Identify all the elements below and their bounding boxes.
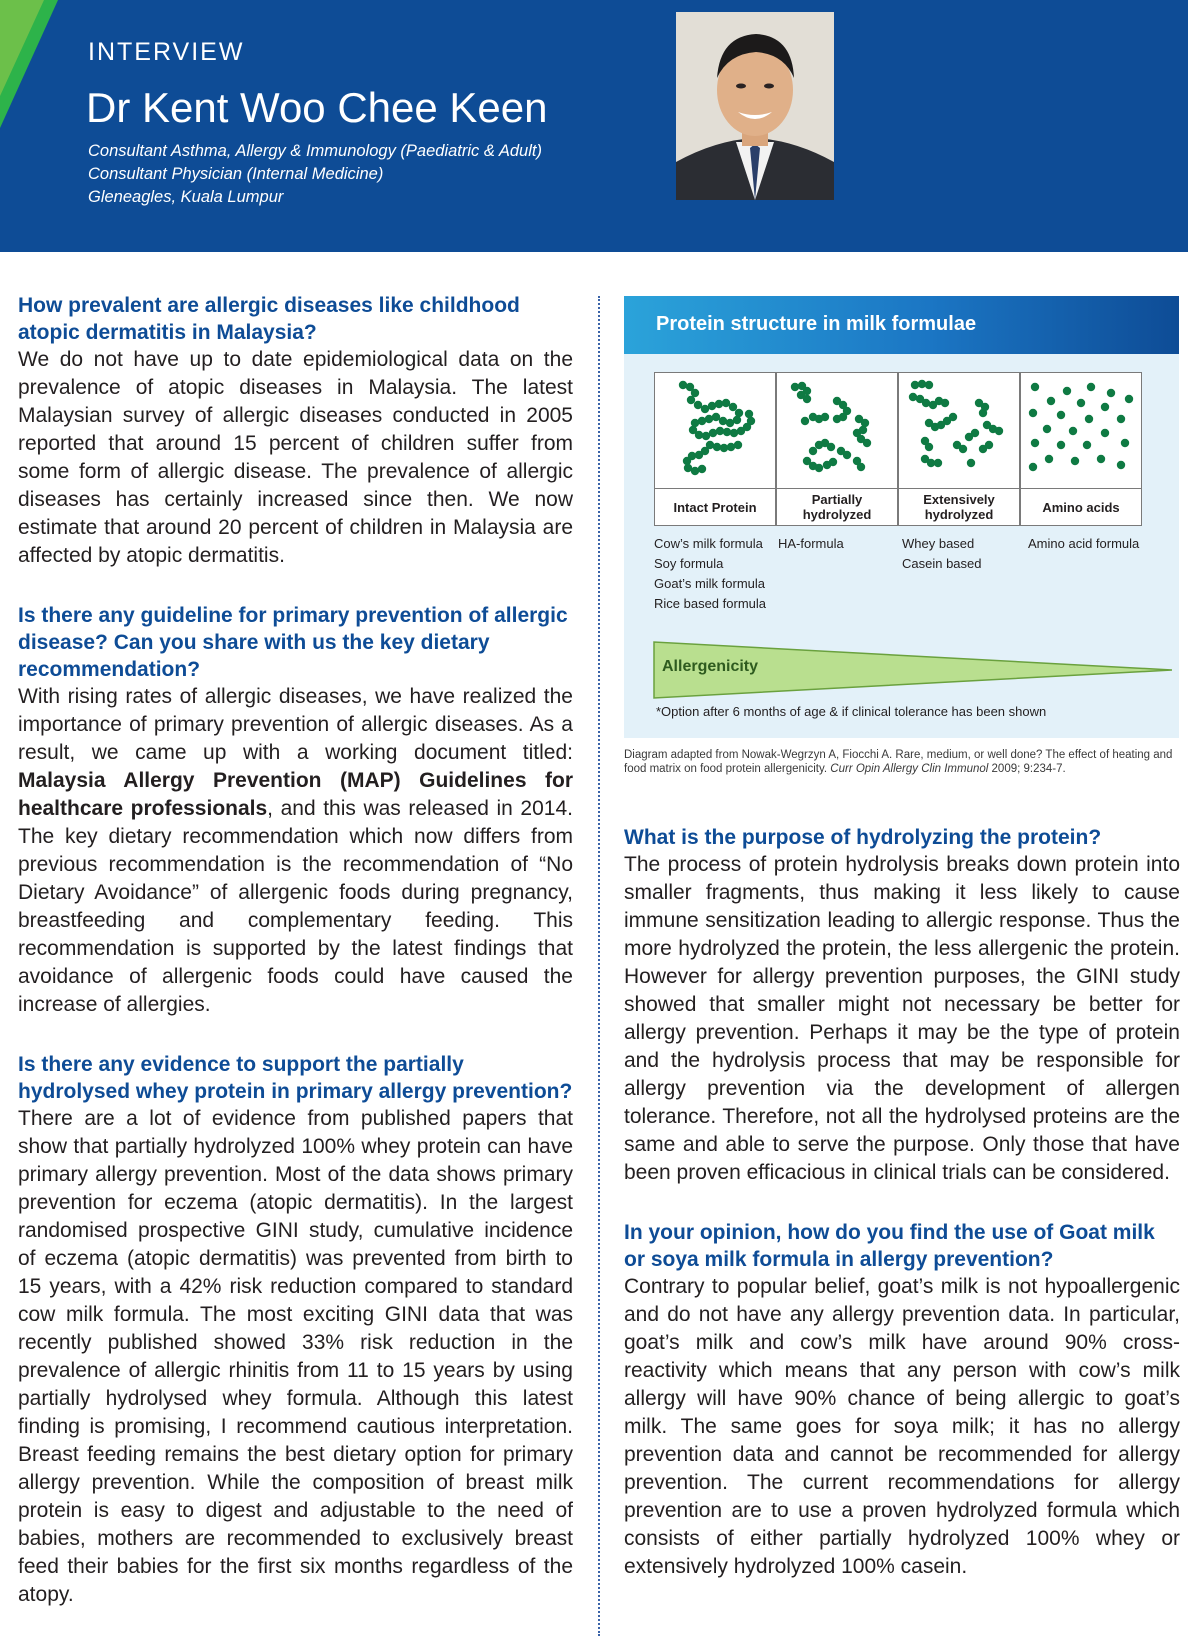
example-item: Goat’s milk formula xyxy=(654,576,766,591)
panel-partially-hydrolyzed xyxy=(776,372,898,526)
question-heading: In your opinion, how do you find the use of Goat milk or soya milk formula in allergy prevention? xyxy=(624,1221,1155,1271)
credential-line: Consultant Asthma, Allergy & Immunology (Paediatric & Adult) xyxy=(88,142,542,160)
green-stripe-decoration xyxy=(0,0,60,130)
left-column xyxy=(18,292,573,1609)
amino-acids-illustration xyxy=(1021,373,1141,487)
panel-label: Partially hydrolyzed xyxy=(777,488,897,525)
section-kicker: INTERVIEW xyxy=(88,38,245,66)
answer-text: , and this was released in 2014. The key dietary recommendation which now differs from previous recommendation is the recommendation of “No Dietary Avoidance” of allergenic foods during pregnancy, breastfeeding and complementary feeding. This recommendation is supported by the latest findings that avoidance of allergenic foods could have caused the increase of allergies. xyxy=(18,797,573,1016)
question-heading: What is the purpose of hydrolyzing the protein? xyxy=(624,826,1102,849)
diagram-title: Protein structure in milk formulae xyxy=(656,313,977,335)
panel-label: Amino acids xyxy=(1021,488,1141,525)
guideline-title: Malaysia Allergy Prevention (MAP) Guidelines for healthcare professionals xyxy=(18,769,573,820)
diagram-title-bar xyxy=(624,296,1179,354)
panel-extensively-hydrolyzed xyxy=(898,372,1020,526)
interviewee-name: Dr Kent Woo Chee Keen xyxy=(86,84,548,131)
answer-paragraph: We do not have up to date epidemiological data on the prevalence of atopic diseases in Malaysia. The latest Malaysian survey of allergic diseases conducted in 2005 reported that around 15 percent of children suffer from some form of allergic disease. The prevalence of allergic diseases has certainly increased since then. We now estimate that around 20 percent of children in Malaysia are affected by atopic dermatitis. xyxy=(18,348,573,567)
example-item: Soy formula xyxy=(654,556,724,571)
partially-hydrolyzed-examples xyxy=(778,534,844,554)
intact-protein-chain-illustration xyxy=(655,373,775,487)
answer-paragraph: There are a lot of evidence from published papers that show that partially hydrolyzed 100% whey protein can have primary allergy prevention. Most of the data shows primary prevention for eczema (atopic dermatitis). In the largest randomised prospective GINI study, cumulative incidence of eczema (atopic dermatitis) was prevented from birth to 15 years, with a 42% risk reduction compared to standard cow milk formula. The most exciting GINI data that was recently published showed 33% risk reduction in the prevalence of allergic rhinitis from 11 to 15 years by using partially hydrolysed whey formula. Although this latest finding is promising, I recommend cautious interpretation. Breast feeding remains the best dietary option for primary allergy prevention. While the composition of breast milk protein is easy to digest and adjustable to the need of babies, mothers are recommended to exclusively breast feed their babies for the first six months regardless of the atopy. xyxy=(18,1107,573,1606)
question-heading: Is there any guideline for primary prevention of allergic disease? Can you share with us the key dietary recommendation? xyxy=(18,604,568,681)
extensively-hydrolyzed-examples xyxy=(902,534,982,574)
panel-label: Intact Protein xyxy=(655,488,775,525)
credential-line: Consultant Physician (Internal Medicine) xyxy=(88,165,384,183)
extensively-hydrolyzed-illustration xyxy=(899,373,1019,487)
question-heading: How prevalent are allergic diseases like childhood atopic dermatitis in Malaysia? xyxy=(18,294,520,344)
answer-paragraph: Contrary to popular belief, goat’s milk is not hypoallergenic and do not have any allergy prevention data. In particular, goat’s milk and cow’s milk have around 90% cross-reactivity which means that any person with cow’s milk allergy will have 90% chance of being allergic to goat’s milk. The same goes for soya milk; it has no allergy prevention data and cannot be recommended for allergy prevention. The current recommendations for allergy prevention are to use a proven hydrolyzed formula which consists of either partially hydrolyzed 100% whey or extensively hydrolyzed 100% casein. xyxy=(624,1275,1180,1578)
caption-citation: 2009; 9:234-7. xyxy=(988,763,1066,775)
example-item: Whey based xyxy=(902,536,975,551)
panel-amino-acids xyxy=(1020,372,1142,526)
example-item: HA-formula xyxy=(778,536,844,551)
credentials xyxy=(88,140,542,209)
column-divider xyxy=(598,296,600,1636)
answer-paragraph: The process of protein hydrolysis breaks down protein into smaller fragments, thus making it less likely to cause immune sensitization leading to allergic response. Thus the more hydrolyzed the protein, the less allergenic the protein. However for allergy prevention purposes, the GINI study showed that smaller might not necessary be better for allergy prevention. Perhaps it may be the type of protein and the hydrolysis process that may be responsible for allergy prevention via the development of allergen tolerance. Therefore, not all the hydrolysed proteins are the same and able to serve the purpose. Only those that have been proven efficacious in clinical trials can be considered. xyxy=(624,853,1180,1184)
diagram-footnote: *Option after 6 months of age & if clinical tolerance has been shown xyxy=(656,704,1047,719)
diagram-caption xyxy=(624,748,1180,776)
intact-protein-examples xyxy=(654,534,766,614)
header-banner xyxy=(0,0,1188,252)
caption-journal: Curr Opin Allergy Clin Immunol xyxy=(830,763,989,775)
answer-paragraph xyxy=(18,683,573,1019)
example-item: Amino acid formula xyxy=(1028,536,1140,551)
allergenicity-label: Allergenicity xyxy=(662,658,759,675)
example-item: Rice based formula xyxy=(654,596,766,611)
example-item: Casein based xyxy=(902,556,982,571)
answer-text: With rising rates of allergic diseases, we have realized the importance of primary prevention of allergic diseases. As a result, we came up with a working document titled: xyxy=(18,685,573,764)
panel-label: Extensively hydrolyzed xyxy=(899,488,1019,525)
partially-hydrolyzed-illustration xyxy=(777,373,897,487)
panel-intact-protein xyxy=(654,372,776,526)
example-item: Cow’s milk formula xyxy=(654,536,763,551)
amino-acids-examples xyxy=(1028,534,1139,554)
protein-structure-diagram xyxy=(624,296,1179,738)
right-column xyxy=(624,824,1180,1581)
question-heading: Is there any evidence to support the partially hydrolysed whey protein in primary allergy prevention? xyxy=(18,1053,573,1103)
caption-text: Diagram adapted from Nowak-Wegrzyn A, Fiocchi A. Rare, medium, or well done? The effect of heating and food matrix on food protein allergenicity. xyxy=(624,749,1173,775)
credential-line: Gleneagles, Kuala Lumpur xyxy=(88,188,284,206)
portrait-photo xyxy=(676,12,834,200)
